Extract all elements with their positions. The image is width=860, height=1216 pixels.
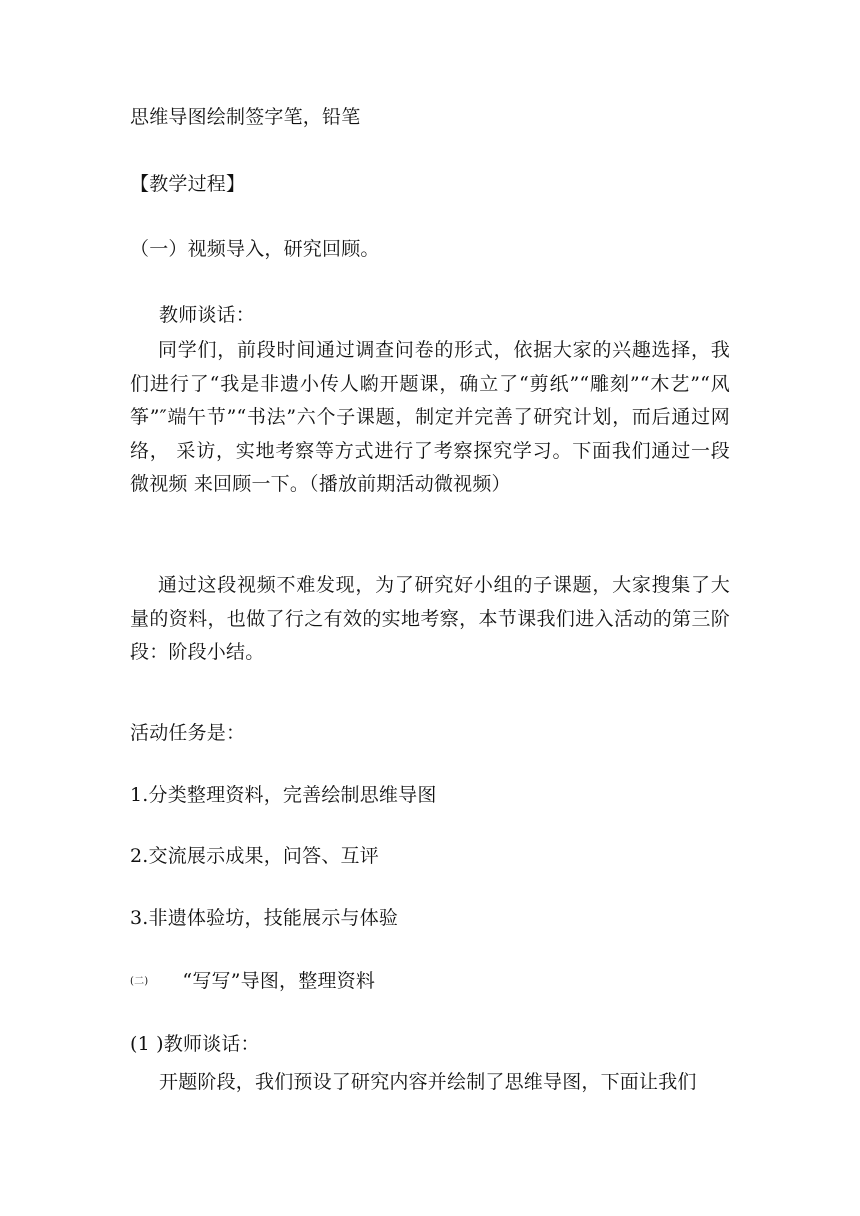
materials-line: 思维导图绘制签字笔，铅笔	[130, 106, 361, 128]
teacher-talk-label: 教师谈话：	[159, 304, 256, 326]
paragraph-summary: 通过这段视频不难发现，为了研究好小组的子课题，大家搜集了大 量的资料，也做了行之有效的实地考察，本节课我们进入活动的第三阶 段：阶段小结。	[130, 574, 730, 663]
part2-heading: “写写”导图，整理资料	[182, 970, 376, 992]
part2-marker: (二)	[130, 976, 149, 987]
step1-text: 开题阶段，我们预设了研究内容并绘制了思维导图，下面让我们	[159, 1071, 697, 1093]
step1-label: (1 )教师谈话：	[130, 1033, 260, 1055]
paragraph-review: 同学们，前段时间通过调查问卷的形式，依据大家的兴趣选择，我 们进行了“我是非遗小传人喲开题课，确立了“剪纸”“雕刻”“木艺”“风筝”″端午节”“书法”六个子课题，制定并完善了研究计划，而后通过网络， 采访，实地考察等方式进行了考察探究学习。下面我们通过一段微视频 来回顾一下。（播放前期活动微视频）	[130, 339, 730, 495]
task-heading: 活动任务是：	[130, 722, 246, 744]
task-item: 1.分类整理资料，完善绘制思维导图	[130, 784, 437, 806]
part1-heading: （一）视频导入，研究回顾。	[130, 238, 380, 260]
section-heading: 【教学过程】	[130, 173, 246, 195]
task-item: 3.非遗体验坊，技能展示与体验	[130, 907, 399, 929]
part2-heading-line	[130, 967, 375, 996]
task-item: 2.交流展示成果，问答、互评	[130, 845, 379, 867]
